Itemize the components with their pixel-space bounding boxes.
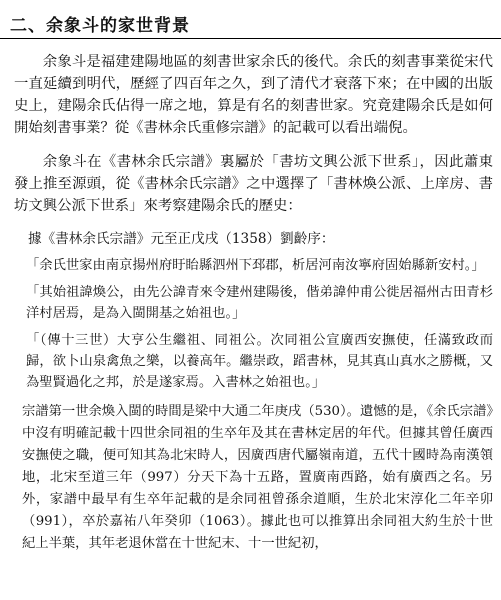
section-heading: 二、余象斗的家世背景 [10,16,190,36]
quote-1: 「余氏世家由南京揚州府盱眙縣泗州下邳郡，析居河南汝寧府固始縣新安村。」 [26,258,485,273]
paragraph-analysis: 宗譜第一世余煥入閩的時間是梁中大通二年庚戌（530）。遺憾的是，《余氏宗譜》中沒有明確記載十四世余同祖的生卒年及其在書林定居的年代。但據其曾任廣西安撫使之職，便可知其為北宋時人，因廣西唐代屬嶺南道，五代十國時為南漢領地，北宋至道三年（997）分天下為十五路，置廣南西路，始有廣西之名。另外，家譜中最早有生卒年記載的是余同祖曾孫余道順，生於北宋淳化二年辛卯（991），卒於嘉祐八年癸卯（1063）。據此也可以推算出余同祖大約生於十世紀上半葉，其年老退休當在十世紀末、十一世紀初， [22,404,493,551]
quote-2: 「其始祖諱煥公，由先公諱青來令建州建陽後，偕弟諱仲甫公徙居福州古田青杉洋村居焉，是為入閩開基之始祖也。」 [26,285,493,321]
quote-3: 「（傳十三世）大亨公生繼祖、同祖公。次同祖公宣廣西安撫使，任滿致政而歸，欲卜山泉禽魚之樂，以養高年。繼崇政，蹈書林，見其真山真水之勝概，又為聖賢過化之邦，於是遂家焉。入書林之始祖也。」 [26,333,493,390]
section-heading-row [0,0,501,39]
paragraph-intro: 余象斗是福建建陽地區的刻書世家余氏的後代。余氏的刻書事業從宋代一直延續到明代，歷經了四百年之久，到了清代才衰落下來；在中國的出版史上，建陽余氏佔得一席之地，算是有名的刻書世家。究竟建陽余氏是如何開始刻書事業？從《書林余氏重修宗譜》的記載可以看出端倪。 [14,54,493,136]
paragraph-lineage: 余象斗在《書林余氏宗譜》裏屬於「書坊文興公派下世系」，因此蕭東發上推至源頭，從《書林余氏宗譜》之中選擇了「書林煥公派、上庠房、書坊文興公派下世系」來考察建陽余氏的歷史： [14,154,493,214]
citation-line: 據《書林余氏宗譜》元至正戊戌（1358）劉齡序： [28,231,335,247]
